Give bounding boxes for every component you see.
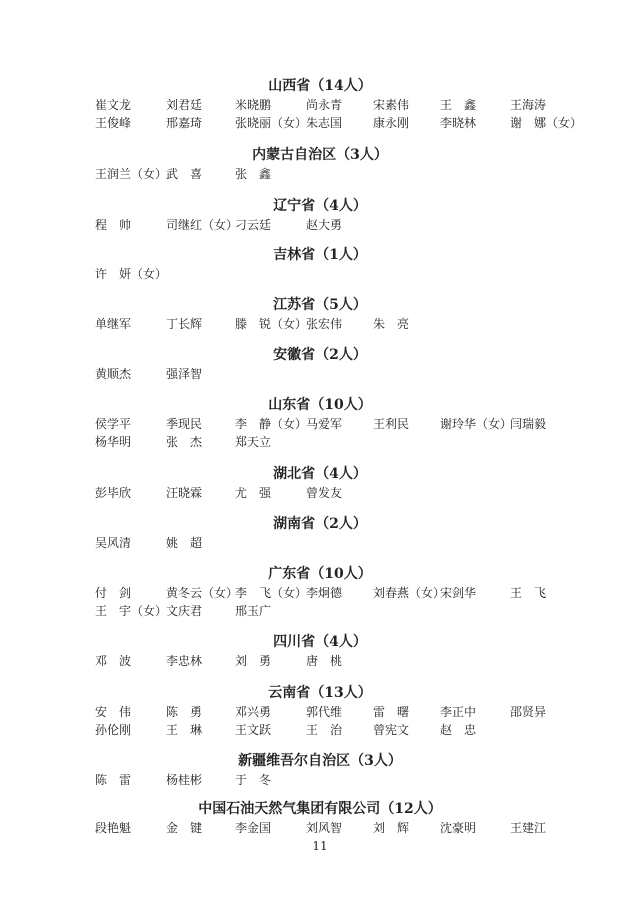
person-name: 于 冬 <box>235 773 272 787</box>
name-row <box>0 217 640 233</box>
name-row <box>0 653 640 669</box>
person-name: 张宏伟 <box>306 317 343 331</box>
region-heading: 四川省（4人） <box>273 634 367 650</box>
person-name: 王 飞 <box>510 586 547 600</box>
person-name: 王 鑫 <box>440 98 477 112</box>
person-name: 程 帅 <box>95 218 132 232</box>
person-name: 李 飞（女） <box>235 586 308 600</box>
person-name: 唐 桃 <box>306 654 343 668</box>
person-name: 朱志国 <box>306 116 343 130</box>
person-name: 王润兰（女） <box>95 167 168 181</box>
person-name: 陈 勇 <box>166 705 203 719</box>
person-name: 刘 勇 <box>235 654 272 668</box>
region-heading: 湖北省（4人） <box>273 466 367 482</box>
person-name: 朱 亮 <box>373 317 410 331</box>
person-name: 赵大勇 <box>306 218 343 232</box>
person-name: 刘 辉 <box>373 821 410 835</box>
person-name: 尚永青 <box>306 98 343 112</box>
name-row <box>0 97 640 113</box>
region-heading: 山西省（14人） <box>268 78 372 94</box>
person-name: 曾发友 <box>306 486 343 500</box>
person-name: 邓 波 <box>95 654 132 668</box>
person-name: 侯学平 <box>95 417 132 431</box>
region-heading: 辽宁省（4人） <box>273 198 367 214</box>
person-name: 刁云廷 <box>235 218 272 232</box>
person-name: 王 宇（女） <box>95 604 168 618</box>
person-name: 孙伦刚 <box>95 723 132 737</box>
region-heading: 吉林省（1人） <box>273 247 367 263</box>
region-heading: 中国石油天然气集团有限公司（12人） <box>198 801 442 817</box>
person-name: 滕 锐（女） <box>235 317 308 331</box>
region-heading: 云南省（13人） <box>268 685 372 701</box>
person-name: 强泽智 <box>166 367 203 381</box>
person-name: 宋素伟 <box>373 98 410 112</box>
person-name: 黄冬云（女） <box>166 586 239 600</box>
person-name: 金 键 <box>166 821 203 835</box>
person-name: 季现民 <box>166 417 203 431</box>
person-name: 段艳魁 <box>95 821 132 835</box>
person-name: 康永刚 <box>373 116 410 130</box>
person-name: 吴风清 <box>95 536 132 550</box>
person-name: 王 琳 <box>166 723 203 737</box>
person-name: 安 伟 <box>95 705 132 719</box>
person-name: 李晓林 <box>440 116 477 130</box>
region-heading: 内蒙古自治区（3人） <box>252 147 388 163</box>
name-row <box>0 115 640 131</box>
person-name: 文庆君 <box>166 604 203 618</box>
person-name: 崔文龙 <box>95 98 132 112</box>
person-name: 尤 强 <box>235 486 272 500</box>
name-row <box>0 704 640 720</box>
person-name: 郭代维 <box>306 705 343 719</box>
person-name: 王建江 <box>510 821 547 835</box>
person-name: 许 妍（女） <box>95 267 168 281</box>
region-heading: 安徽省（2人） <box>273 347 367 363</box>
person-name: 丁长辉 <box>166 317 203 331</box>
name-row <box>0 772 640 788</box>
name-row <box>0 366 640 382</box>
person-name: 陈 雷 <box>95 773 132 787</box>
person-name: 邵贤异 <box>510 705 547 719</box>
person-name: 雷 曙 <box>373 705 410 719</box>
region-heading: 湖南省（2人） <box>273 516 367 532</box>
person-name: 黄顺杰 <box>95 367 132 381</box>
person-name: 谢玲华（女） <box>440 417 513 431</box>
name-row <box>0 485 640 501</box>
person-name: 米晓鹏 <box>235 98 272 112</box>
name-row <box>0 316 640 332</box>
person-name: 司继红（女） <box>166 218 239 232</box>
person-name: 张 鑫 <box>235 167 272 181</box>
region-heading: 江苏省（5人） <box>273 297 367 313</box>
person-name: 杨华明 <box>95 435 132 449</box>
region-heading: 山东省（10人） <box>268 397 372 413</box>
person-name: 李炯德 <box>306 586 343 600</box>
person-name: 谢 娜（女） <box>510 116 583 130</box>
name-row <box>0 416 640 432</box>
person-name: 李正中 <box>440 705 477 719</box>
person-name: 王文跃 <box>235 723 272 737</box>
person-name: 邢嘉琦 <box>166 116 203 130</box>
name-row <box>0 434 640 450</box>
person-name: 王海涛 <box>510 98 547 112</box>
person-name: 闫瑞毅 <box>510 417 547 431</box>
name-row <box>0 166 640 182</box>
person-name: 沈豪明 <box>440 821 477 835</box>
person-name: 单继军 <box>95 317 132 331</box>
person-name: 刘风智 <box>306 821 343 835</box>
person-name: 郑天立 <box>235 435 272 449</box>
person-name: 曾宪文 <box>373 723 410 737</box>
person-name: 李 静（女） <box>235 417 308 431</box>
name-row <box>0 585 640 601</box>
person-name: 姚 超 <box>166 536 203 550</box>
person-name: 赵 忠 <box>440 723 477 737</box>
person-name: 王俊峰 <box>95 116 132 130</box>
person-name: 付 剑 <box>95 586 132 600</box>
region-heading: 新疆维吾尔自治区（3人） <box>238 753 402 769</box>
person-name: 汪晓霖 <box>166 486 203 500</box>
person-name: 张晓丽（女） <box>235 116 308 130</box>
person-name: 武 喜 <box>166 167 203 181</box>
person-name: 李金国 <box>235 821 272 835</box>
person-name: 邢玉广 <box>235 604 272 618</box>
person-name: 宋剑华 <box>440 586 477 600</box>
name-row <box>0 722 640 738</box>
person-name: 刘春燕（女） <box>373 586 446 600</box>
person-name: 王利民 <box>373 417 410 431</box>
person-name: 李忠林 <box>166 654 203 668</box>
name-row <box>0 535 640 551</box>
name-row <box>0 820 640 836</box>
person-name: 杨桂彬 <box>166 773 203 787</box>
person-name: 马爱军 <box>306 417 343 431</box>
person-name: 王 治 <box>306 723 343 737</box>
person-name: 张 杰 <box>166 435 203 449</box>
person-name: 彭毕欣 <box>95 486 132 500</box>
name-row <box>0 603 640 619</box>
person-name: 刘君廷 <box>166 98 203 112</box>
page-number: 11 <box>312 839 328 853</box>
name-row <box>0 266 640 282</box>
person-name: 邓兴勇 <box>235 705 272 719</box>
region-heading: 广东省（10人） <box>268 566 372 582</box>
